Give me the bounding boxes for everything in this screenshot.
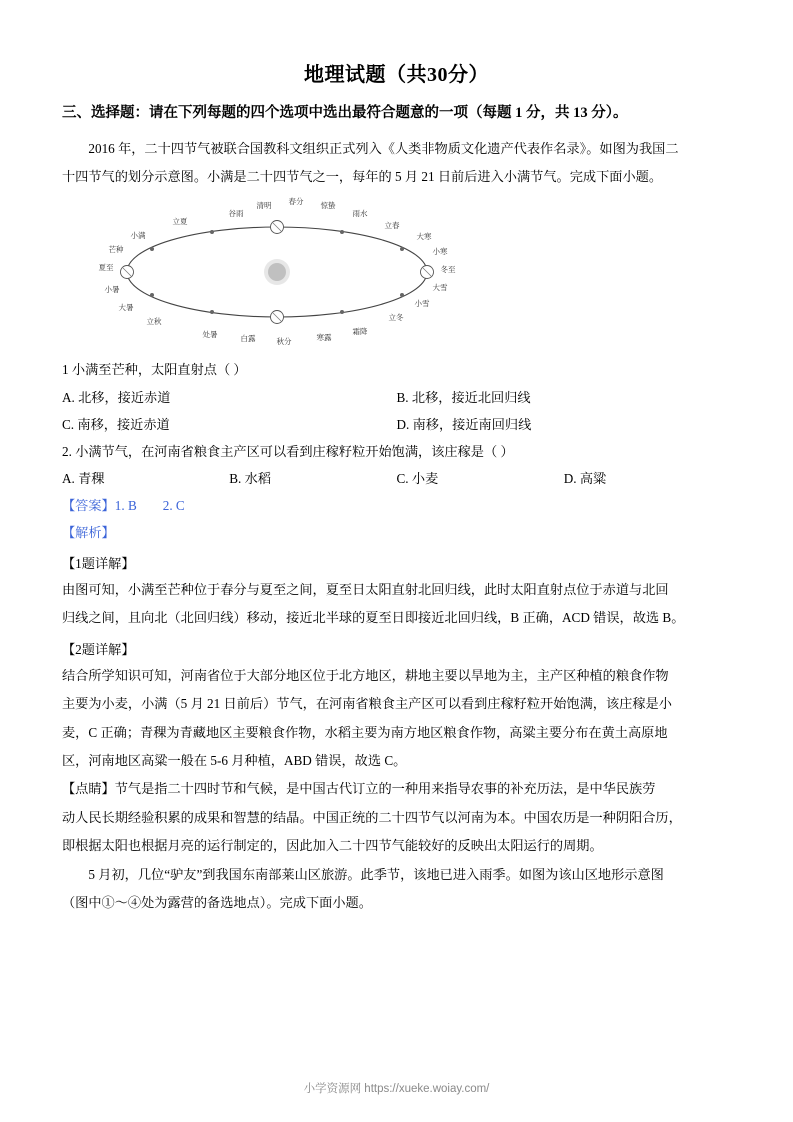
label-dongzhi: 冬至 [440, 265, 456, 275]
label-chunfen: 春分 [288, 197, 304, 207]
next-passage-line-1: 5 月初，几位“驴友”到我国东南部莱山区旅游。此季节，该地已进入雨季。如图为该山区地形示意图 [88, 866, 664, 882]
orbit-tick [400, 293, 404, 297]
detail2-line-3: 麦，C 正确；青稞为青藏地区主要粮食作物，水稻主要为南方地区粮食作物，高粱主要分布在黄土高原地 [62, 724, 668, 740]
detail2-line-4: 区，河南地区高粱一般在 5-6 月种植，ABD 错误，故选 C。 [62, 753, 407, 769]
label-mangzhong: 芒种 [108, 245, 124, 255]
intro-paragraph-line-1: 2016 年，二十四节气被联合国教科文组织正式列入《人类非物质文化遗产代表作名录》。如图为我国二 [88, 140, 679, 156]
label-qiufen: 秋分 [276, 337, 292, 347]
answer-2: 2. C [162, 497, 185, 513]
label-xiaoman: 小满 [130, 231, 146, 241]
analysis-label: 【解析】 [62, 524, 115, 540]
question1-options-row1 [62, 384, 731, 411]
question2-stem: 2. 小满节气，在河南省粮食主产区可以看到庄稼籽粒开始饱满，该庄稼是（ ） [62, 443, 514, 459]
label-liqiu: 立秋 [146, 317, 162, 327]
question1-option-b[interactable]: B. 北移，接近北回归线 [396, 389, 531, 405]
label-bailu: 白露 [240, 334, 256, 344]
label-xiaohan: 小寒 [432, 247, 448, 257]
question1-stem: 1 小满至芒种，太阳直射点（ ） [62, 362, 247, 378]
question2-option-a[interactable]: A. 青稞 [62, 470, 105, 486]
orbit-tick [210, 230, 214, 234]
page-title: 地理试题（共30分） [304, 64, 489, 86]
site-footer: 小学资源网 https://xueke.woiay.com/ [303, 1083, 490, 1095]
label-dashu: 大暑 [118, 303, 134, 313]
label-guyu: 谷雨 [228, 209, 244, 219]
orbit-tick [340, 310, 344, 314]
question1-option-c[interactable]: C. 南移，接近赤道 [62, 416, 170, 432]
detail2-line-2: 主要为小麦，小满（5 月 21 日前后）节气，在河南省粮食主产区可以看到庄稼籽粒开始饱满，该庄稼是小 [62, 696, 672, 712]
label-chushu: 处暑 [202, 330, 218, 340]
orbit-tick [150, 247, 154, 251]
detail1-line-2: 归线之间，且向北（北回归线）移动，接近北半球的夏至日即接近北回归线，B 正确，ACD 错误，故选 B。 [62, 610, 685, 626]
label-lichun: 立春 [384, 221, 400, 231]
label-jingzhe: 惊蛰 [320, 201, 336, 211]
label-daxue: 大雪 [432, 283, 448, 293]
detail1-line-1: 由图可知，小满至芒种位于春分与夏至之间，夏至日太阳直射北回归线，此时太阳直射点位于赤道与北回 [62, 581, 669, 597]
label-qingming: 清明 [256, 201, 272, 211]
detail2-label: 【2题详解】 [62, 641, 135, 657]
section-heading: 三、选择题：请在下列每题的四个选项中选出最符合题意的一项（每题 1 分，共 13 分）。 [62, 105, 628, 121]
question1-option-d[interactable]: D. 南移，接近南回归线 [396, 416, 532, 432]
label-yushui: 雨水 [352, 209, 368, 219]
tip-line-1: 【点睛】节气是指二十四时节和气候，是中国古代订立的一种用来指导农事的补充历法，是中华民族劳 [62, 781, 656, 797]
label-shuangjiang: 霜降 [352, 327, 368, 337]
question1-options-row2 [62, 411, 731, 438]
question1-option-a[interactable]: A. 北移，接近赤道 [62, 389, 171, 405]
detail2-line-1: 结合所学知识可知，河南省位于大部分地区位于北方地区，耕地主要以旱地为主，主产区种植的粮食作物 [62, 667, 669, 683]
solar-terms-diagram [92, 194, 462, 349]
orbit-tick [150, 293, 154, 297]
answer-label: 【答案】 [62, 497, 115, 513]
next-passage-line-2: （图中①～④处为露营的备选地点）。完成下面小题。 [62, 895, 372, 911]
label-xiazhi: 夏至 [98, 263, 114, 273]
tip-line-3: 即根据太阳也根据月亮的运行制定的，因此加入二十四节气能较好的反映出太阳运行的周期。 [62, 838, 603, 854]
orbit-tick [400, 247, 404, 251]
label-xiaoshu: 小暑 [104, 285, 120, 295]
label-lixia: 立夏 [172, 217, 188, 227]
question2-option-d[interactable]: D. 高粱 [563, 470, 607, 486]
label-dahan: 大寒 [416, 232, 432, 242]
orbit-tick [210, 310, 214, 314]
solar-terms-svg [92, 194, 462, 349]
solar-terms-figure [62, 194, 731, 352]
label-xiaoxue: 小雪 [414, 299, 430, 309]
detail1-label: 【1题详解】 [62, 555, 135, 571]
intro-paragraph-line-2: 十四节气的划分示意图。小满是二十四节气之一，每年的 5 月 21 日前后进入小满节气。完成下面小题。 [62, 169, 663, 185]
question2-options-row [62, 465, 731, 492]
question2-option-b[interactable]: B. 水稻 [229, 470, 272, 486]
label-hanlu: 寒露 [316, 333, 332, 343]
tip-line-2: 动人民长期经验积累的成果和智慧的结晶。中国正统的二十四节气以河南为本。中国农历是一种阴阳合历， [62, 809, 682, 825]
label-lidong: 立冬 [388, 313, 404, 323]
answer-1: 1. B [114, 497, 137, 513]
answer-line [62, 492, 731, 519]
sun-glow-icon [264, 259, 290, 285]
orbit-tick [340, 230, 344, 234]
question2-option-c[interactable]: C. 小麦 [396, 470, 439, 486]
